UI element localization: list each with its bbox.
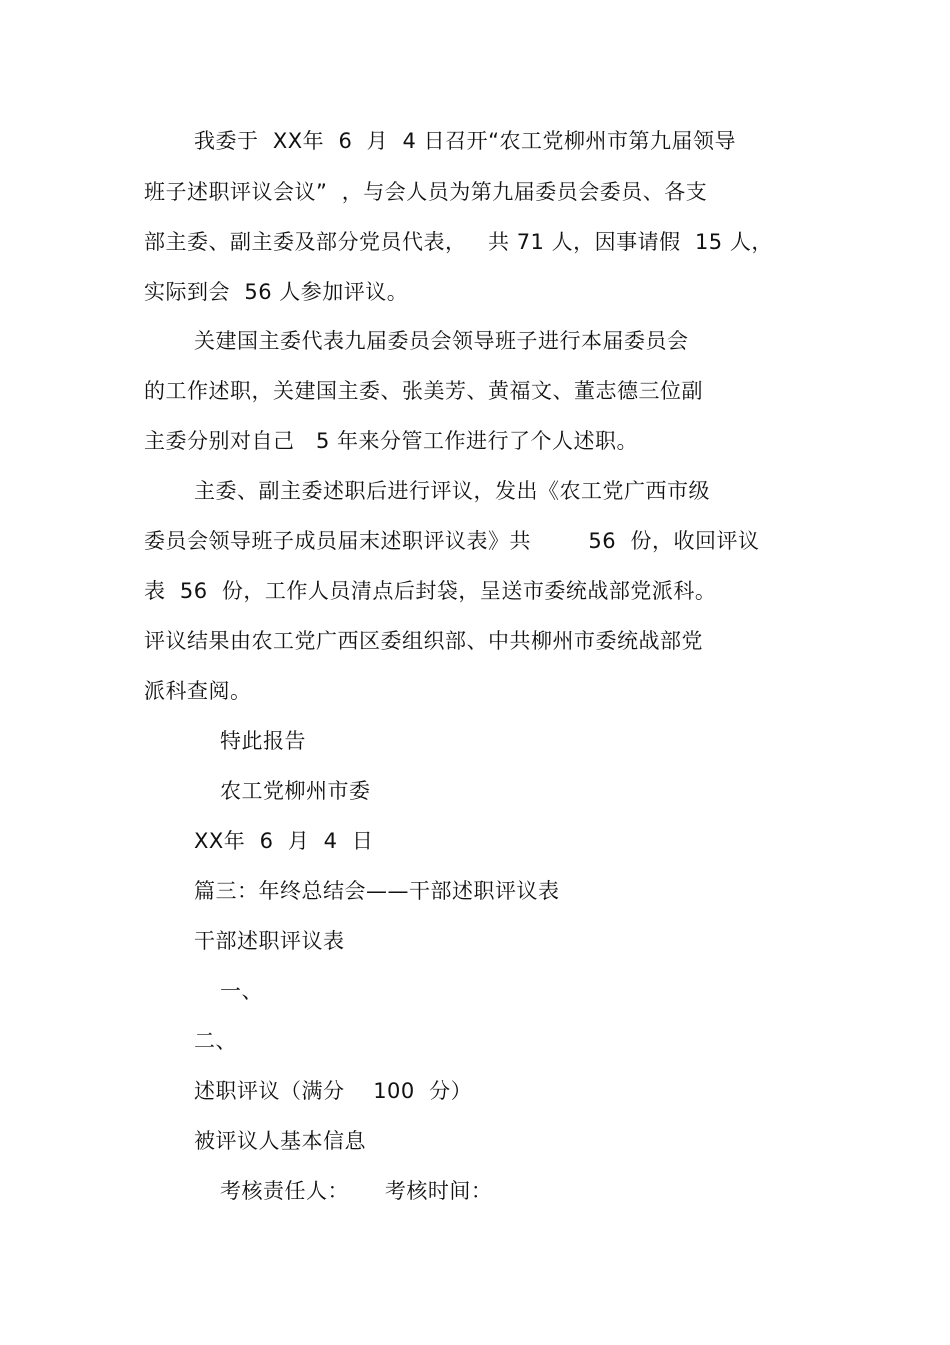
paragraph-2-line-1: 关建国主委代表九届委员会领导班子进行本届委员会 [194, 329, 689, 353]
paragraph-2-line-2: 的工作述职，关建国主委、张美芳、黄福文、董志德三位副 [144, 379, 703, 403]
paragraph-3-line-5: 派科查阅。 [144, 679, 252, 703]
paragraph-3-line-1: 主委、副主委述职后进行评议，发出《农工党广西市级 [194, 479, 710, 503]
paragraph-3-line-4: 评议结果由农工党广西区委组织部、中共柳州市委统战部党 [144, 629, 703, 653]
report-signature: 农工党柳州市委 [220, 779, 371, 803]
paragraph-3-line-2: 委员会领导班子成员届末述职评议表》共 56 份，收回评议 [144, 529, 760, 553]
report-date: XX年 6 月 4 日 [194, 829, 374, 853]
report-closing: 特此报告 [220, 729, 306, 753]
paragraph-1-line-3: 部主委、副主委及部分党员代表， 共 71 人，因事请假 15 人， [144, 230, 773, 254]
paragraph-1-line-2: 班子述职评议会议” ，与会人员为第九届委员会委员、各支 [144, 180, 708, 204]
paragraph-1-line-1: 我委于 XX年 6 月 4 日召开“农工党柳州市第九届领导 [194, 129, 736, 153]
item-one: 一、 [220, 979, 263, 1003]
item-two: 二、 [194, 1029, 237, 1053]
evaluation-heading: 述职评议（满分 100 分） [194, 1079, 473, 1103]
paragraph-1-line-4: 实际到会 56 人参加评议。 [144, 280, 409, 304]
evaluee-info-heading: 被评议人基本信息 [194, 1129, 366, 1153]
section-title: 篇三：年终总结会——干部述职评议表 [194, 879, 560, 903]
form-title: 干部述职评议表 [194, 929, 345, 953]
assessment-fields: 考核责任人： 考核时间： [220, 1179, 493, 1203]
paragraph-2-line-3: 主委分别对自己 5 年来分管工作进行了个人述职。 [144, 429, 639, 453]
paragraph-3-line-3: 表 56 份，工作人员清点后封袋，呈送市委统战部党派科。 [144, 579, 717, 603]
